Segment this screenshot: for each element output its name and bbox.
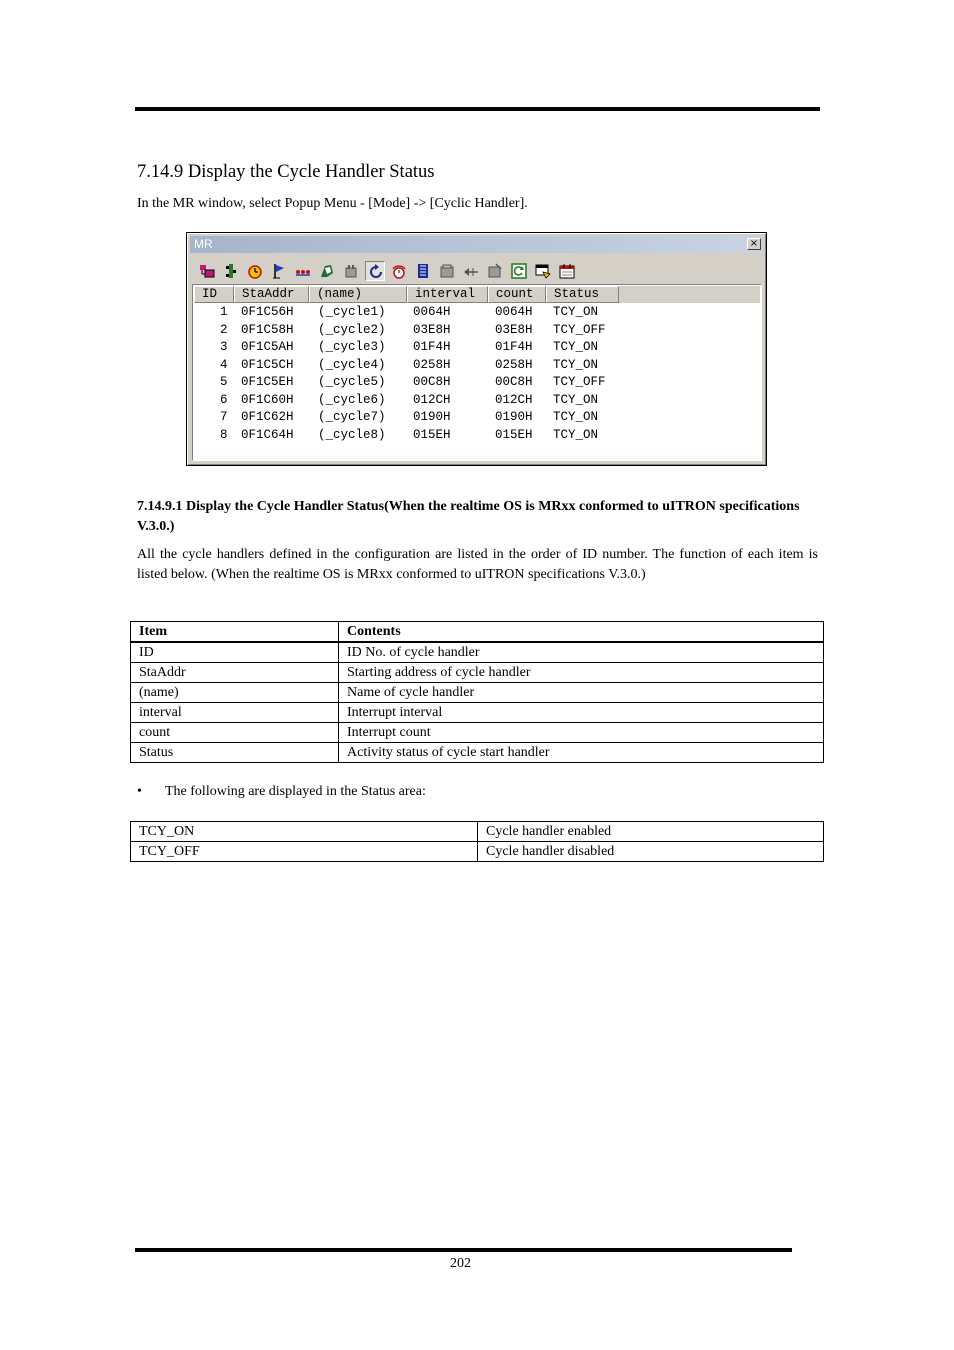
interrupt-icon [511, 263, 527, 279]
row-count: 012CH [495, 392, 533, 407]
row-interval: 012CH [413, 392, 451, 407]
item-cell: Status [131, 743, 339, 763]
task-button[interactable] [197, 261, 217, 281]
cyclic-handler-button[interactable] [365, 261, 385, 281]
row-staaddr: 0F1C60H [241, 392, 294, 407]
toolbar [195, 261, 755, 281]
row-id: 2 [220, 322, 228, 337]
row-count: 015EH [495, 427, 533, 442]
item-cell: StaAddr [131, 663, 339, 683]
row-id: 1 [220, 305, 228, 319]
port-button[interactable] [485, 261, 505, 281]
interrupt-button[interactable] [509, 261, 529, 281]
column-status[interactable]: Status [546, 286, 619, 303]
close-button[interactable]: × [747, 238, 761, 250]
task-icon [199, 263, 215, 279]
row-status: TCY_ON [553, 392, 599, 407]
alarm-handler-icon [391, 263, 407, 279]
contents-cell: ID No. of cycle handler [339, 642, 824, 663]
row-id: 5 [220, 375, 228, 389]
timeout-button[interactable] [245, 261, 265, 281]
ready-queue-button[interactable] [221, 261, 241, 281]
column-name[interactable]: (name) [309, 286, 407, 303]
status-code-cell: TCY_OFF [131, 842, 478, 862]
column-staaddr[interactable]: StaAddr [234, 286, 309, 303]
row-count: 0064H [495, 305, 533, 319]
row-name: (_cycle3) [318, 340, 386, 354]
header-contents: Contents [339, 622, 824, 643]
contents-cell: Starting address of cycle handler [339, 663, 824, 683]
bullet-text: The following are displayed in the Status area: [165, 784, 426, 799]
row-staaddr: 0F1C64H [241, 427, 294, 442]
header-item: Item [131, 622, 339, 643]
row-status: TCY_OFF [553, 322, 606, 337]
column-count[interactable]: count [488, 286, 546, 303]
row-staaddr: 0F1C5EH [241, 375, 294, 389]
fixed-memory-button[interactable] [437, 261, 457, 281]
row-name: (_cycle2) [318, 322, 386, 337]
row-status: TCY_ON [553, 357, 599, 372]
row-count: 03E8H [495, 322, 533, 337]
row-count: 00C8H [495, 375, 533, 389]
intro-text: In the MR window, select Popup Menu - [Mode] -> [Cyclic Handler]. [137, 196, 528, 211]
table-row [131, 842, 824, 862]
table-row [131, 743, 824, 763]
message-queue-icon [463, 263, 479, 279]
row-interval: 0190H [413, 410, 451, 424]
calendar-button[interactable] [557, 261, 577, 281]
event-flag-icon [271, 263, 287, 279]
header-rule [135, 107, 820, 111]
row-status: TCY_ON [553, 305, 599, 319]
table-row [131, 822, 824, 842]
row-staaddr: 0F1C5AH [241, 340, 294, 354]
window-title: MR [194, 237, 213, 251]
item-cell: ID [131, 642, 339, 663]
row-name: (_cycle1) [318, 305, 386, 319]
context-icon [535, 263, 551, 279]
contents-cell: Activity status of cycle start handler [339, 743, 824, 763]
timeout-icon [247, 263, 263, 279]
footer-rule [135, 1248, 792, 1252]
row-id: 7 [220, 410, 228, 424]
contents-cell: Interrupt count [339, 723, 824, 743]
page-number: 202 [450, 1256, 471, 1271]
item-cell: interval [131, 703, 339, 723]
row-interval: 0064H [413, 305, 451, 319]
row-interval: 0258H [413, 357, 451, 372]
item-cell: (name) [131, 683, 339, 703]
list-item[interactable] [193, 427, 759, 445]
row-name: (_cycle7) [318, 410, 386, 424]
row-staaddr: 0F1C62H [241, 410, 294, 424]
alarm-handler-button[interactable] [389, 261, 409, 281]
message-buffer-button[interactable] [341, 261, 361, 281]
list-item[interactable] [193, 304, 759, 322]
section-title: 7.14.9 Display the Cycle Handler Status [137, 162, 435, 182]
item-cell: count [131, 723, 339, 743]
column-interval[interactable]: interval [407, 286, 488, 303]
list-item[interactable] [193, 374, 759, 392]
row-interval: 00C8H [413, 375, 451, 389]
row-status: TCY_ON [553, 340, 599, 354]
items-table [130, 621, 824, 763]
list-header [194, 286, 760, 303]
row-count: 01F4H [495, 340, 533, 354]
row-name: (_cycle5) [318, 375, 386, 389]
mailbox-button[interactable] [317, 261, 337, 281]
row-interval: 01F4H [413, 340, 451, 354]
mailbox-icon [319, 263, 335, 279]
event-flag-button[interactable] [269, 261, 289, 281]
row-id: 4 [220, 357, 228, 372]
status-desc-cell: Cycle handler disabled [478, 842, 824, 862]
calendar-icon [559, 263, 575, 279]
cycle-handler-list[interactable] [192, 284, 762, 461]
status-table [130, 821, 824, 862]
table-row [131, 683, 824, 703]
row-staaddr: 0F1C5CH [241, 357, 294, 372]
mr-window [186, 232, 767, 466]
message-buffer-icon [343, 263, 359, 279]
row-id: 6 [220, 392, 228, 407]
context-button[interactable] [533, 261, 553, 281]
fixed-memory-icon [439, 263, 455, 279]
row-name: (_cycle4) [318, 357, 386, 372]
table-row [131, 663, 824, 683]
memory-pool-button[interactable] [413, 261, 433, 281]
semaphore-button[interactable] [293, 261, 313, 281]
table-row [131, 703, 824, 723]
table-header-row [131, 622, 824, 643]
row-status: TCY_ON [553, 427, 599, 442]
row-name: (_cycle6) [318, 392, 386, 407]
message-queue-button[interactable] [461, 261, 481, 281]
status-code-cell: TCY_ON [131, 822, 478, 842]
contents-cell: Name of cycle handler [339, 683, 824, 703]
list-item[interactable] [193, 357, 759, 375]
subsection-body: All the cycle handlers defined in the configuration are listed in the order of ID number. The function of each item is listed below. (When the realtime OS is MRxx conformed to uITRON specifications V.3.0.) [137, 547, 818, 582]
row-interval: 015EH [413, 427, 451, 442]
bullet-mark: • [137, 784, 142, 799]
row-count: 0258H [495, 357, 533, 372]
column-id[interactable]: ID [194, 286, 234, 303]
memory-pool-icon [415, 263, 431, 279]
window-titlebar[interactable] [190, 236, 763, 253]
row-count: 0190H [495, 410, 533, 424]
row-name: (_cycle8) [318, 427, 386, 442]
subsection-title: 7.14.9.1 Display the Cycle Handler Status(When the realtime OS is MRxx conformed to uITRON specifications V.3.0.) [137, 499, 800, 534]
row-id: 3 [220, 340, 228, 354]
cyclic-handler-icon [368, 264, 384, 280]
status-desc-cell: Cycle handler enabled [478, 822, 824, 842]
row-status: TCY_ON [553, 410, 599, 424]
list-item[interactable] [193, 322, 759, 340]
semaphore-icon [295, 263, 311, 279]
table-row [131, 723, 824, 743]
contents-cell: Interrupt interval [339, 703, 824, 723]
row-status: TCY_OFF [553, 375, 606, 389]
ready-queue-icon [223, 263, 239, 279]
row-staaddr: 0F1C58H [241, 322, 294, 337]
row-interval: 03E8H [413, 322, 451, 337]
port-icon [487, 263, 503, 279]
row-id: 8 [220, 427, 228, 442]
list-item[interactable] [193, 392, 759, 410]
table-row [131, 642, 824, 663]
list-item[interactable] [193, 339, 759, 357]
list-item[interactable] [193, 409, 759, 427]
row-staaddr: 0F1C56H [241, 305, 294, 319]
